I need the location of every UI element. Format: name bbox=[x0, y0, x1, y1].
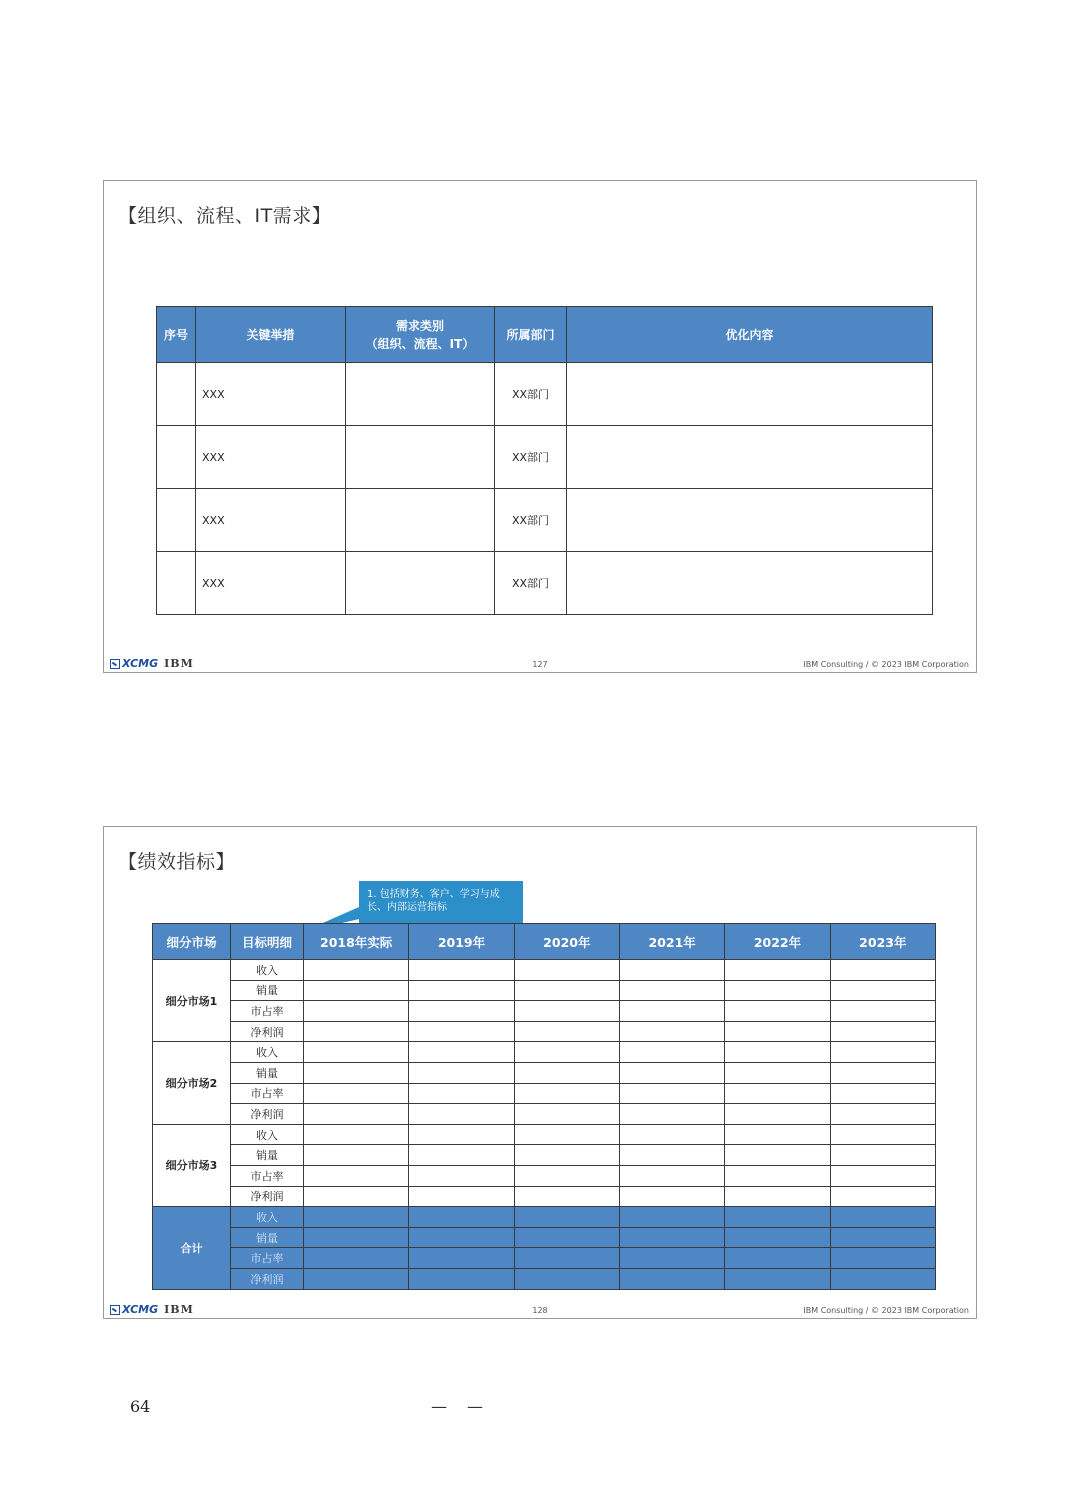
value-cell bbox=[514, 1083, 619, 1104]
value-cell bbox=[514, 1165, 619, 1186]
logos bbox=[110, 657, 194, 670]
metric-label: 市占率 bbox=[231, 1001, 304, 1022]
metric-label: 收入 bbox=[231, 1124, 304, 1145]
value-cell bbox=[514, 980, 619, 1001]
metric-label: 净利润 bbox=[231, 1186, 304, 1207]
slide-title: 【组织、流程、IT需求】 bbox=[118, 205, 332, 227]
slide-footer bbox=[104, 1300, 976, 1318]
value-cell bbox=[409, 1165, 514, 1186]
metric-label: 净利润 bbox=[231, 1104, 304, 1125]
value-cell bbox=[304, 1062, 409, 1083]
value-cell bbox=[514, 960, 619, 981]
value-cell bbox=[830, 1165, 935, 1186]
table-row bbox=[157, 426, 933, 489]
header-2018: 2018年实际 bbox=[304, 924, 409, 960]
slide-footer bbox=[104, 654, 976, 672]
value-cell bbox=[409, 1268, 514, 1289]
header-2023: 2023年 bbox=[830, 924, 935, 960]
value-cell bbox=[409, 1248, 514, 1269]
xcmg-logo: XCMG bbox=[110, 1303, 158, 1316]
value-cell bbox=[619, 1001, 724, 1022]
slide-page-number: 127 bbox=[532, 660, 548, 669]
value-cell bbox=[409, 1145, 514, 1166]
table-row bbox=[153, 1021, 936, 1042]
value-cell bbox=[830, 1248, 935, 1269]
value-cell bbox=[304, 1021, 409, 1042]
header-category-text: 需求类别 （组织、流程、IT） bbox=[365, 318, 475, 351]
segment-label: 细分市场3 bbox=[153, 1124, 231, 1206]
value-cell bbox=[619, 1145, 724, 1166]
table-row bbox=[153, 1248, 936, 1269]
value-cell bbox=[409, 1227, 514, 1248]
value-cell bbox=[725, 1248, 830, 1269]
value-cell bbox=[725, 1124, 830, 1145]
row-dept-cell: XX部门 bbox=[495, 426, 567, 489]
value-cell bbox=[514, 1104, 619, 1125]
value-cell bbox=[304, 1227, 409, 1248]
value-cell bbox=[514, 1062, 619, 1083]
metric-label: 销量 bbox=[231, 1062, 304, 1083]
table-row bbox=[153, 1124, 936, 1145]
value-cell bbox=[514, 1227, 619, 1248]
value-cell bbox=[830, 1227, 935, 1248]
value-cell bbox=[725, 1104, 830, 1125]
value-cell bbox=[619, 1268, 724, 1289]
value-cell bbox=[619, 1062, 724, 1083]
metric-label: 收入 bbox=[231, 1207, 304, 1228]
table-row bbox=[153, 1042, 936, 1063]
value-cell bbox=[830, 1145, 935, 1166]
header-measure: 关键举措 bbox=[196, 307, 346, 363]
table-row bbox=[153, 980, 936, 1001]
value-cell bbox=[619, 1083, 724, 1104]
callout-note: 1. 包括财务、客户、学习与成长、内部运营指标 bbox=[359, 881, 523, 923]
table-row bbox=[157, 552, 933, 615]
xcmg-mark-icon bbox=[110, 1305, 120, 1315]
row-measure-cell: XXX bbox=[196, 489, 346, 552]
slide-page-number: 128 bbox=[532, 1306, 548, 1315]
segment-label: 合计 bbox=[153, 1207, 231, 1289]
value-cell bbox=[830, 1268, 935, 1289]
value-cell bbox=[830, 1083, 935, 1104]
table-row bbox=[153, 1268, 936, 1289]
value-cell bbox=[409, 980, 514, 1001]
value-cell bbox=[304, 1001, 409, 1022]
value-cell bbox=[830, 1207, 935, 1228]
value-cell bbox=[409, 1124, 514, 1145]
table-row bbox=[153, 960, 936, 981]
value-cell bbox=[304, 1268, 409, 1289]
slide-title: 【绩效指标】 bbox=[118, 851, 236, 873]
metric-label: 收入 bbox=[231, 1042, 304, 1063]
value-cell bbox=[304, 1165, 409, 1186]
row-no-cell bbox=[157, 363, 196, 426]
value-cell bbox=[619, 1207, 724, 1228]
value-cell bbox=[725, 1001, 830, 1022]
value-cell bbox=[725, 1021, 830, 1042]
value-cell bbox=[619, 1227, 724, 1248]
value-cell bbox=[619, 980, 724, 1001]
table-row bbox=[153, 1083, 936, 1104]
value-cell bbox=[619, 960, 724, 981]
performance-table bbox=[152, 923, 936, 1290]
ibm-logo: IBM bbox=[164, 657, 194, 670]
header-no: 序号 bbox=[157, 307, 196, 363]
value-cell bbox=[514, 1001, 619, 1022]
value-cell bbox=[725, 1042, 830, 1063]
value-cell bbox=[409, 1042, 514, 1063]
row-content-cell bbox=[567, 489, 933, 552]
header-2020: 2020年 bbox=[514, 924, 619, 960]
value-cell bbox=[514, 1207, 619, 1228]
value-cell bbox=[514, 1145, 619, 1166]
value-cell bbox=[725, 980, 830, 1001]
table-row bbox=[153, 1207, 936, 1228]
row-dept-cell: XX部门 bbox=[495, 363, 567, 426]
table-row bbox=[153, 1165, 936, 1186]
logos bbox=[110, 1303, 194, 1316]
value-cell bbox=[619, 1165, 724, 1186]
copyright: IBM Consulting / © 2023 IBM Corporation bbox=[803, 660, 969, 669]
table-row bbox=[157, 489, 933, 552]
table-row bbox=[153, 1186, 936, 1207]
metric-label: 收入 bbox=[231, 960, 304, 981]
value-cell bbox=[830, 1062, 935, 1083]
metric-label: 市占率 bbox=[231, 1248, 304, 1269]
value-cell bbox=[830, 1186, 935, 1207]
value-cell bbox=[409, 1083, 514, 1104]
slide-performance-metrics bbox=[103, 826, 977, 1319]
header-2022: 2022年 bbox=[725, 924, 830, 960]
row-dept-cell: XX部门 bbox=[495, 489, 567, 552]
value-cell bbox=[409, 960, 514, 981]
value-cell bbox=[725, 1165, 830, 1186]
value-cell bbox=[514, 1186, 619, 1207]
xcmg-logo: XCMG bbox=[110, 657, 158, 670]
value-cell bbox=[514, 1124, 619, 1145]
segment-label: 细分市场1 bbox=[153, 960, 231, 1042]
row-no-cell bbox=[157, 489, 196, 552]
value-cell bbox=[304, 1104, 409, 1125]
value-cell bbox=[304, 1124, 409, 1145]
row-content-cell bbox=[567, 552, 933, 615]
metric-label: 市占率 bbox=[231, 1083, 304, 1104]
value-cell bbox=[514, 1268, 619, 1289]
document-page-number: 64 bbox=[130, 1397, 151, 1416]
ibm-logo: IBM bbox=[164, 1303, 194, 1316]
slide-org-process-it bbox=[103, 180, 977, 673]
value-cell bbox=[725, 1062, 830, 1083]
value-cell bbox=[514, 1248, 619, 1269]
table-row bbox=[153, 1062, 936, 1083]
value-cell bbox=[304, 960, 409, 981]
value-cell bbox=[830, 1021, 935, 1042]
row-category-cell bbox=[346, 489, 495, 552]
table-row bbox=[153, 1145, 936, 1166]
value-cell bbox=[409, 1207, 514, 1228]
row-dept-cell: XX部门 bbox=[495, 552, 567, 615]
value-cell bbox=[830, 980, 935, 1001]
value-cell bbox=[725, 1227, 830, 1248]
value-cell bbox=[619, 1104, 724, 1125]
row-category-cell bbox=[346, 363, 495, 426]
value-cell bbox=[830, 1124, 935, 1145]
value-cell bbox=[409, 1186, 514, 1207]
value-cell bbox=[409, 1021, 514, 1042]
header-dept: 所属部门 bbox=[495, 307, 567, 363]
header-segment: 细分市场 bbox=[153, 924, 231, 960]
dash-right: — bbox=[467, 1397, 483, 1416]
row-measure-cell: XXX bbox=[196, 363, 346, 426]
value-cell bbox=[619, 1248, 724, 1269]
value-cell bbox=[619, 1042, 724, 1063]
value-cell bbox=[304, 980, 409, 1001]
copyright: IBM Consulting / © 2023 IBM Corporation bbox=[803, 1306, 969, 1315]
table-row bbox=[153, 1227, 936, 1248]
value-cell bbox=[514, 1042, 619, 1063]
table-row bbox=[157, 363, 933, 426]
value-cell bbox=[619, 1021, 724, 1042]
metric-label: 净利润 bbox=[231, 1268, 304, 1289]
value-cell bbox=[304, 1186, 409, 1207]
row-content-cell bbox=[567, 363, 933, 426]
value-cell bbox=[514, 1021, 619, 1042]
row-measure-cell: XXX bbox=[196, 552, 346, 615]
header-category bbox=[346, 307, 495, 363]
metric-label: 销量 bbox=[231, 1145, 304, 1166]
requirements-table bbox=[156, 306, 933, 615]
metric-label: 净利润 bbox=[231, 1021, 304, 1042]
value-cell bbox=[619, 1124, 724, 1145]
value-cell bbox=[304, 1145, 409, 1166]
value-cell bbox=[725, 1145, 830, 1166]
header-2021: 2021年 bbox=[619, 924, 724, 960]
row-no-cell bbox=[157, 552, 196, 615]
value-cell bbox=[409, 1001, 514, 1022]
header-metric: 目标明细 bbox=[231, 924, 304, 960]
row-no-cell bbox=[157, 426, 196, 489]
value-cell bbox=[409, 1062, 514, 1083]
value-cell bbox=[725, 960, 830, 981]
row-category-cell bbox=[346, 426, 495, 489]
value-cell bbox=[304, 1248, 409, 1269]
table-row bbox=[153, 1001, 936, 1022]
dash-left: — bbox=[431, 1397, 447, 1416]
metric-label: 市占率 bbox=[231, 1165, 304, 1186]
row-content-cell bbox=[567, 426, 933, 489]
value-cell bbox=[725, 1186, 830, 1207]
header-2019: 2019年 bbox=[409, 924, 514, 960]
value-cell bbox=[304, 1042, 409, 1063]
value-cell bbox=[830, 960, 935, 981]
row-measure-cell: XXX bbox=[196, 426, 346, 489]
metric-label: 销量 bbox=[231, 1227, 304, 1248]
value-cell bbox=[619, 1186, 724, 1207]
value-cell bbox=[725, 1268, 830, 1289]
value-cell bbox=[830, 1104, 935, 1125]
value-cell bbox=[830, 1042, 935, 1063]
table-row bbox=[153, 1104, 936, 1125]
xcmg-mark-icon bbox=[110, 659, 120, 669]
value-cell bbox=[304, 1207, 409, 1228]
metric-label: 销量 bbox=[231, 980, 304, 1001]
value-cell bbox=[725, 1083, 830, 1104]
segment-label: 细分市场2 bbox=[153, 1042, 231, 1124]
row-category-cell bbox=[346, 552, 495, 615]
value-cell bbox=[409, 1104, 514, 1125]
header-content: 优化内容 bbox=[567, 307, 933, 363]
value-cell bbox=[304, 1083, 409, 1104]
value-cell bbox=[725, 1207, 830, 1228]
value-cell bbox=[830, 1001, 935, 1022]
